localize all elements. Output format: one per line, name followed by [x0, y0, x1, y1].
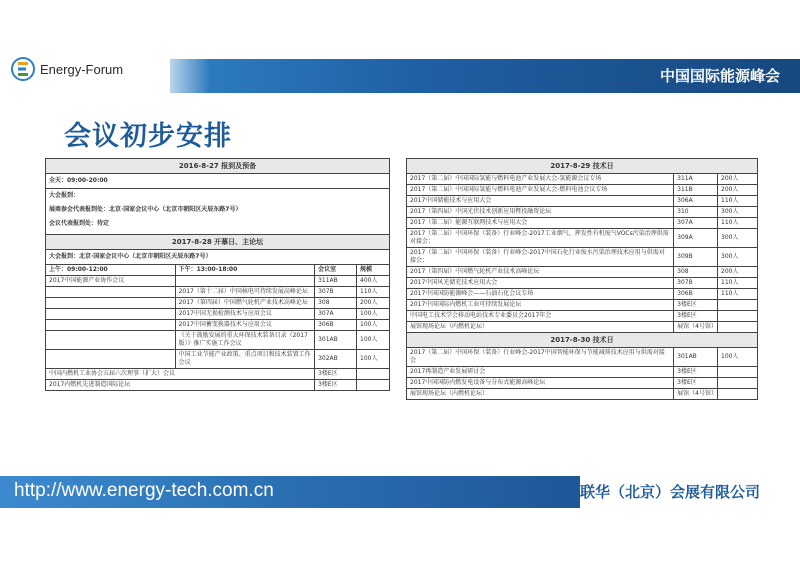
col-afternoon: 下午：13:00-18:00 [175, 265, 315, 276]
cell-session: 中国电工技术学会移动电站技术专业委员会2017年会 [407, 311, 674, 322]
table-row [407, 389, 758, 400]
table-row [407, 378, 758, 389]
cell-room: 309A [674, 229, 718, 248]
cell-room: 302AB [315, 350, 357, 369]
energy-forum-logo-icon [10, 56, 36, 82]
table-row [407, 278, 758, 289]
brand-name: Energy-Forum [40, 62, 124, 77]
cell-room: 3楼E区 [674, 378, 718, 389]
day1-header: 2016-8-27 报到及预备 [46, 159, 390, 174]
cell-morning [46, 350, 176, 369]
day3-header: 2017-8-29 技术日 [407, 159, 758, 174]
schedule-table-left [45, 158, 390, 391]
cell-afternoon: 中国工业节能产业政策、重点项目和技术装置工作会议 [175, 350, 315, 369]
left-schedule [45, 158, 390, 391]
cell-scale [718, 389, 758, 400]
website-link[interactable]: http://www.energy-tech.com.cn [14, 480, 274, 501]
table-row [46, 331, 390, 350]
cell-room: 展馆（4号馆） [674, 389, 718, 400]
page-title: 会议初步安排 [64, 121, 232, 152]
col-morning: 上午：09:00-12:00 [46, 265, 176, 276]
cell-scale [357, 380, 390, 391]
cell-morning [46, 331, 176, 350]
cell-session: 2017（第二届）中国国际氢能与燃料电池产业发展大会-氢能源会议专场 [407, 174, 674, 185]
cell-afternoon: 2017中国无损检测技术与应用会议 [175, 309, 315, 320]
day2-header: 2017-8-28 开幕日、主论坛 [46, 235, 390, 250]
cell-room: 307B [315, 287, 357, 298]
cell-session: 展馆现场论坛（内燃机论坛） [407, 389, 674, 400]
cell-scale [718, 300, 758, 311]
table-row [407, 218, 758, 229]
table-row [407, 267, 758, 278]
cell-morning [46, 298, 176, 309]
cell-session: 2017再制造产业发展研讨会 [407, 367, 674, 378]
table-row [407, 289, 758, 300]
cell-scale [718, 367, 758, 378]
cell-room: 311A [674, 174, 718, 185]
cell-scale: 110人 [718, 218, 758, 229]
cell-scale: 200人 [718, 185, 758, 196]
cell-scale: 110人 [718, 278, 758, 289]
cell-room: 301AB [674, 348, 718, 367]
header-bar-fade [150, 59, 210, 93]
cell-room: 3楼E区 [674, 311, 718, 322]
table-row [46, 380, 390, 391]
page-footer [0, 476, 800, 508]
table-row [407, 185, 758, 196]
table-row [407, 311, 758, 322]
cell-session: 2017（第二届）中国环保（装备）行业峰会-2017工业烟气、挥发性有机废气VOCs污染治理供需对接会； [407, 229, 674, 248]
table-row [46, 298, 390, 309]
table-row [46, 320, 390, 331]
cell-scale [718, 378, 758, 389]
day1-line: 大会报到： [46, 189, 390, 204]
cell-session: 2017中国国际内燃机工业可持续发展论坛 [407, 300, 674, 311]
table-row [407, 207, 758, 218]
day1-line: 展商参会代表报到处：北京·国家会议中心（北京市朝阳区天辰东路7号） [46, 203, 390, 217]
cell-room: 307A [674, 218, 718, 229]
cell-scale: 300人 [718, 248, 758, 267]
cell-scale: 300人 [718, 207, 758, 218]
cell-scale: 200人 [718, 174, 758, 185]
day1-line: 会议代表报到处：待定 [46, 217, 390, 235]
cell-session: 展馆现场论坛（内燃机论坛） [407, 322, 674, 333]
table-row [407, 229, 758, 248]
cell-scale: 200人 [718, 267, 758, 278]
cell-scale: 100人 [357, 309, 390, 320]
cell-morning: 2017中国能源产业协作会议 [46, 276, 176, 287]
cell-room: 310 [674, 207, 718, 218]
cell-session: 2017（第四届）中国燃气轮机产业技术高峰论坛 [407, 267, 674, 278]
cell-afternoon: 2017（第四届）中国燃气轮机产业技术高峰论坛 [175, 298, 315, 309]
cell-room: 307A [315, 309, 357, 320]
cell-session: 2017中国国防内燃发电设备与分布式能源高峰论坛 [407, 378, 674, 389]
cell-scale: 300人 [718, 229, 758, 248]
cell-scale: 100人 [357, 320, 390, 331]
cell-scale: 100人 [718, 348, 758, 367]
cell-morning [46, 309, 176, 320]
cell-session: 2017（第四届）中国光伏技术创新应用暨投融资论坛 [407, 207, 674, 218]
cell-room: 3楼E区 [674, 367, 718, 378]
cell-scale: 100人 [357, 331, 390, 350]
cell-room: 306A [674, 196, 718, 207]
summit-title: 中国国际能源峰会 [659, 67, 780, 85]
cell-scale [357, 369, 390, 380]
cell-session: 2017（第二届）中国环保（装备）行业峰会-2017中国智能环保与节能减排技术应用与供需对接会 [407, 348, 674, 367]
cell-room: 308 [674, 267, 718, 278]
day1-time: 全天：09:00-20:00 [46, 174, 390, 189]
cell-room: 301AB [315, 331, 357, 350]
cell-morning: 2017内燃机先进制造国际论坛 [46, 380, 315, 391]
table-row [407, 348, 758, 367]
page-header [0, 48, 800, 104]
right-schedule [406, 158, 758, 400]
cell-afternoon: 2017中国蓄变换器技术与应用会议 [175, 320, 315, 331]
table-row [407, 367, 758, 378]
table-row [46, 309, 390, 320]
day2-venue: 大会报到：北京·国家会议中心（北京市朝阳区天辰东路7号） [46, 250, 390, 265]
col-scale: 规模 [357, 265, 390, 276]
table-row [46, 369, 390, 380]
cell-session: 2017（第二届）中国国际氢能与燃料电池产业发展大会-燃料电池会议专场 [407, 185, 674, 196]
cell-room: 311B [674, 185, 718, 196]
table-row [407, 196, 758, 207]
table-row [46, 287, 390, 298]
cell-morning [46, 320, 176, 331]
cell-scale [718, 322, 758, 333]
schedule-table-right [406, 158, 758, 400]
cell-scale: 100人 [357, 350, 390, 369]
cell-room: 306B [674, 289, 718, 300]
cell-room: 307B [674, 278, 718, 289]
cell-room: 308 [315, 298, 357, 309]
cell-session: 2017（第二届）中国环保（装备）行业峰会-2017中国石化行业废水污染治理技术应用与供需对接会； [407, 248, 674, 267]
cell-room: 309B [674, 248, 718, 267]
cell-afternoon [175, 276, 315, 287]
table-row [407, 300, 758, 311]
cell-room: 311AB [315, 276, 357, 287]
table-row [407, 174, 758, 185]
cell-room: 展馆（4号馆） [674, 322, 718, 333]
cell-session: 2017（第二届）能源互联网技术与应用大会 [407, 218, 674, 229]
cell-room: 3楼E区 [315, 369, 357, 380]
cell-scale [718, 311, 758, 322]
company-name: 中机联华（北京）会展有限公司 [550, 483, 761, 501]
col-room: 会议室 [315, 265, 357, 276]
cell-room: 306B [315, 320, 357, 331]
cell-room: 3楼E区 [315, 380, 357, 391]
cell-scale: 110人 [718, 196, 758, 207]
cell-session: 2017中国国防能源峰会——石油石化会议专场 [407, 289, 674, 300]
cell-scale: 110人 [718, 289, 758, 300]
cell-session: 2017中国储能技术与应用大会 [407, 196, 674, 207]
cell-morning [46, 287, 176, 298]
cell-afternoon: 2017（第十二届）中国核电可持续发展高峰论坛 [175, 287, 315, 298]
cell-morning: 中国内燃机工业协会五届六次理事（扩大）会议 [46, 369, 315, 380]
day4-header: 2017-8-30 技术日 [407, 333, 758, 348]
cell-scale: 400人 [357, 276, 390, 287]
cell-scale: 110人 [357, 287, 390, 298]
cell-session: 2017中国风光储充技术应用大会 [407, 278, 674, 289]
cell-scale: 200人 [357, 298, 390, 309]
table-row [46, 350, 390, 369]
cell-afternoon: 《关于鼓励发展的重大环保技术装备目录（2017版）》推广实施工作会议 [175, 331, 315, 350]
table-row [46, 276, 390, 287]
table-row [407, 322, 758, 333]
table-row [407, 248, 758, 267]
cell-room: 3楼E区 [674, 300, 718, 311]
